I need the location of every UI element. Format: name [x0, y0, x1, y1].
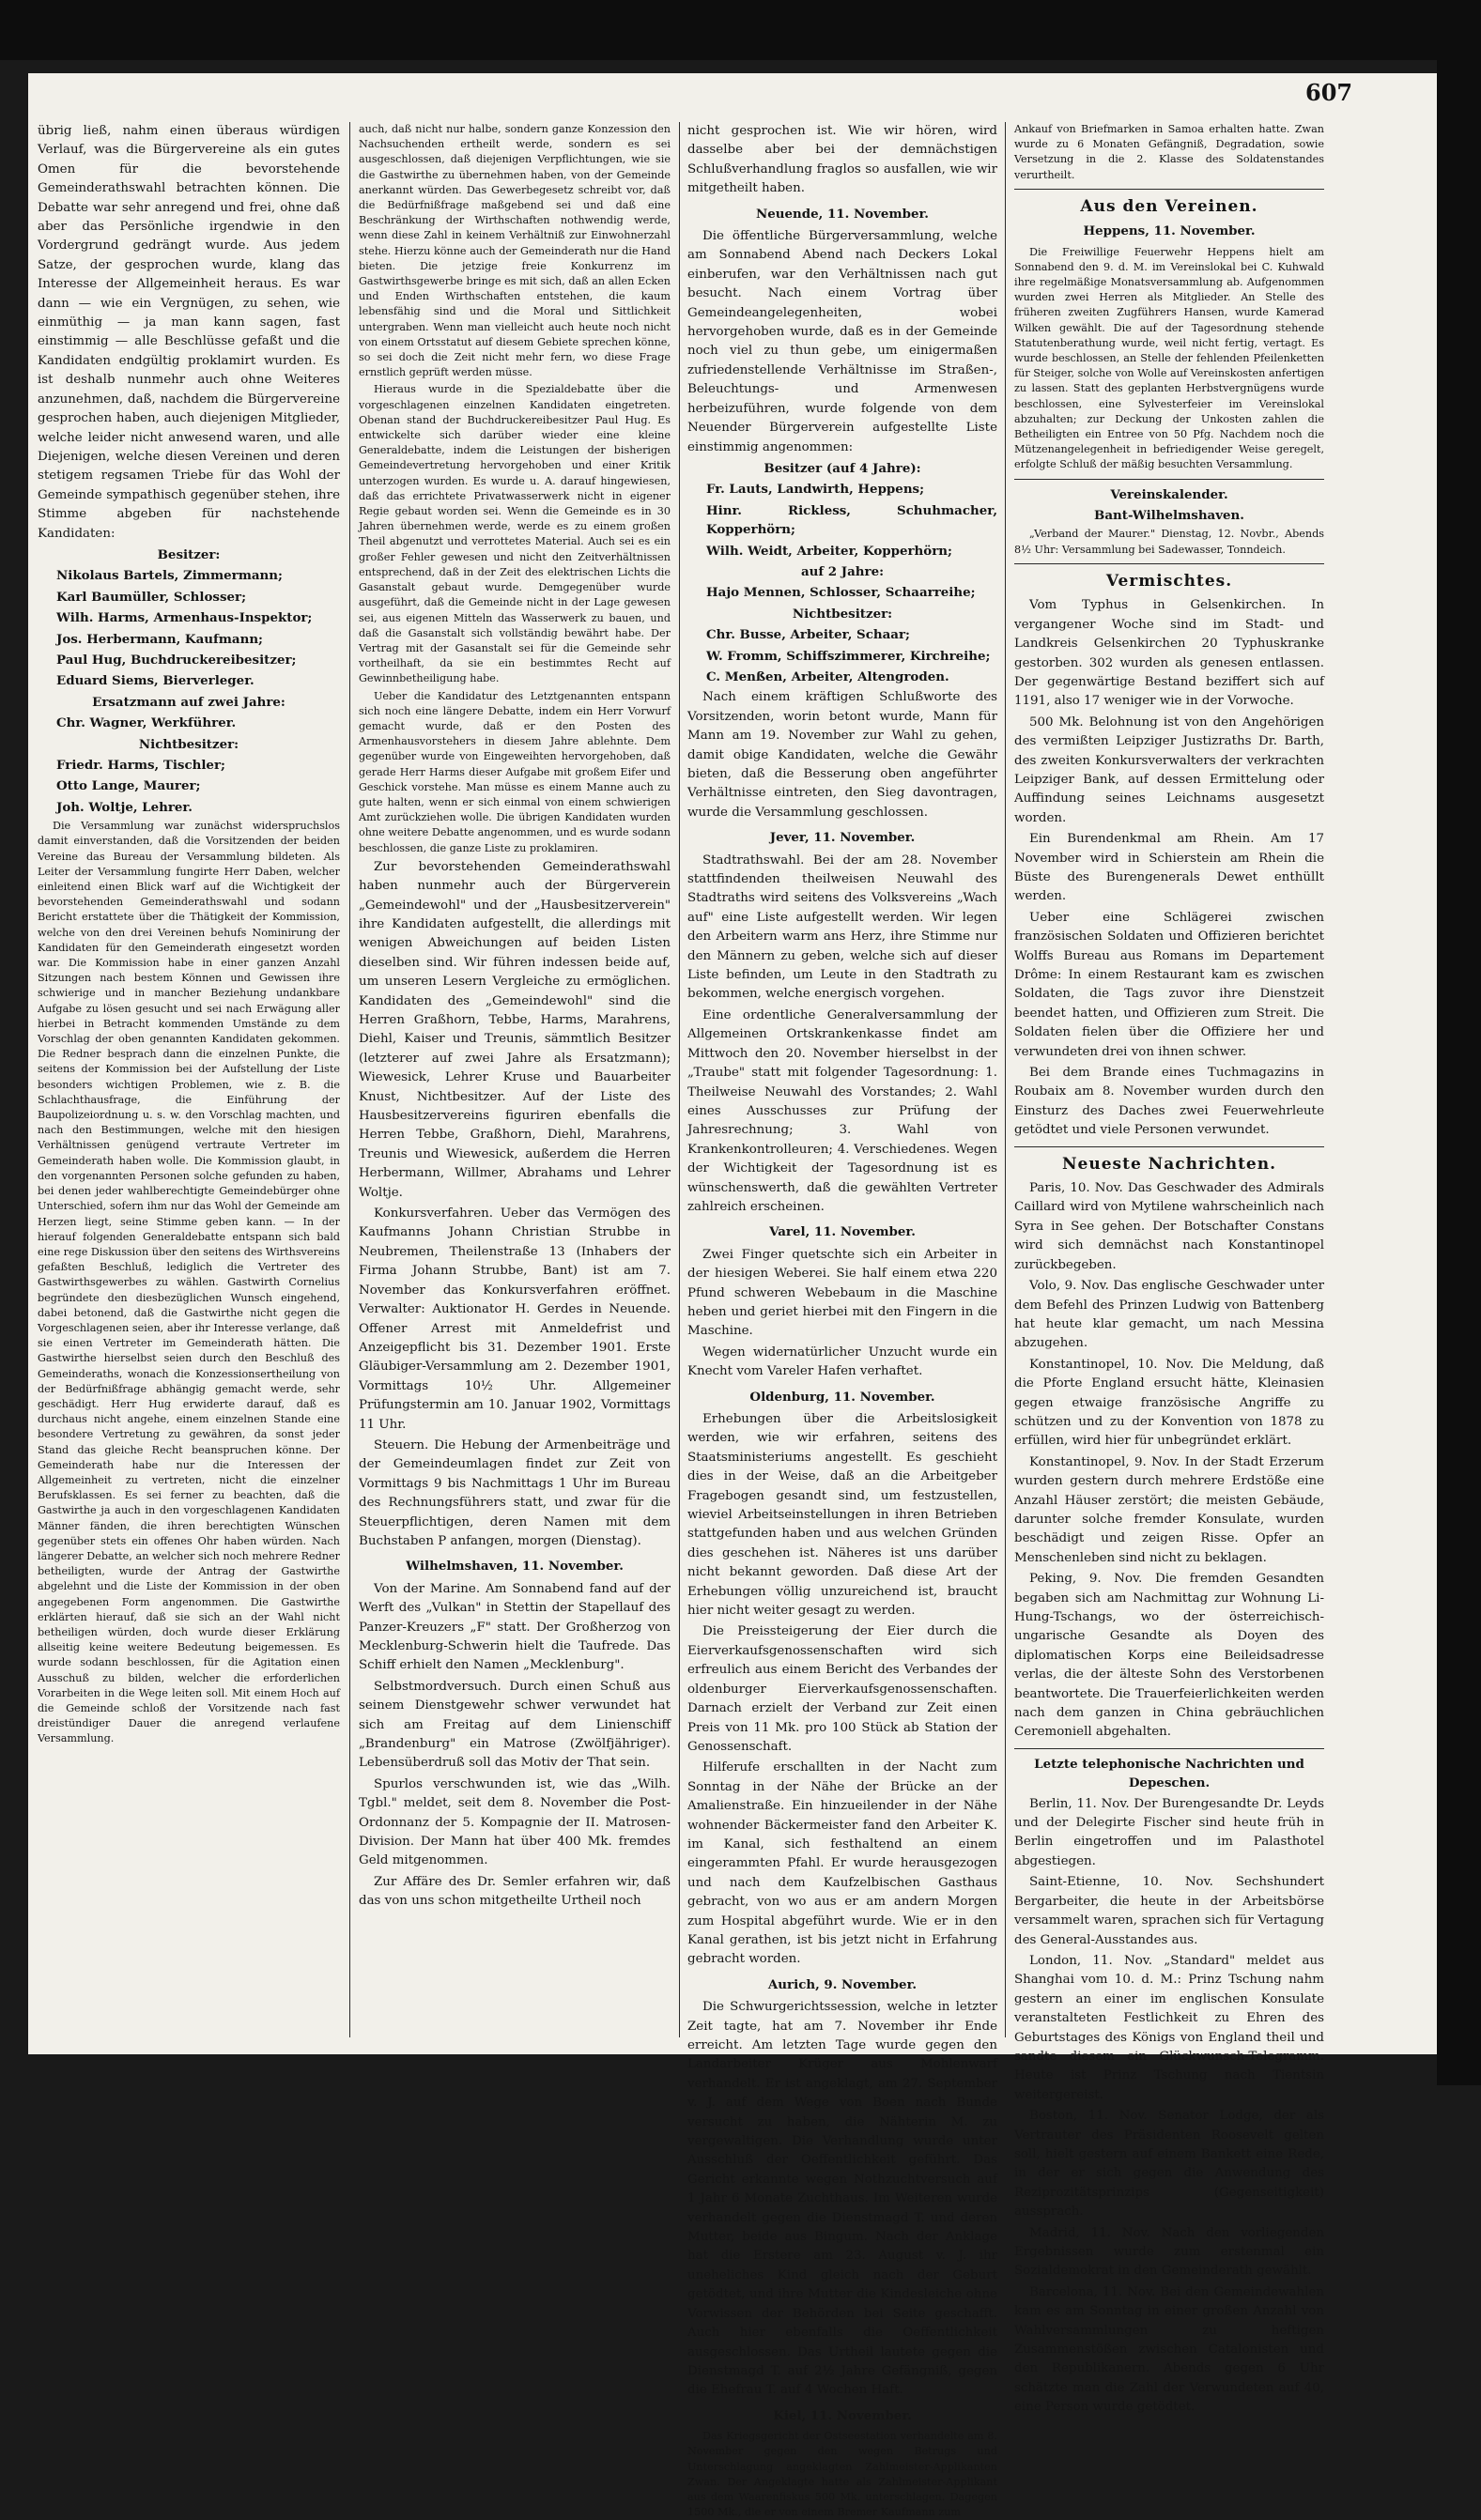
typhus-article: Vom Typhus in Gelsenkirchen. In vergangener Woche sind im Stadt- und Landkreis Gelsenkirchen 20 Typhuskranke gestorben. 302 wurden als genesen entlassen. Der gegenwärtige Bestand beziffert sich auf 1191, also 17 weniger wie in der Vorwoche.: [1014, 598, 1324, 709]
news-item: Konstantinopel, 10. Nov. Die Meldung, daß die Pforte England ersucht hätte, Kleinasien gegen etwaige französische Angriffe zu schützen und zu der Konvention von 1878 zu erfüllen, wird hier für unbegründet erklärt.: [1014, 1357, 1324, 1449]
news-item: Peking, 9. Nov. Die fremden Gesandten begaben sich am Nachmittag zur Wohnung Li-Hung-Tschangs, wo der österreichisch-ungarische Gesandte als Doyen des diplomatischen Korps eine Beileidsadresse verlas, die der älteste Sohn des Verstorbenen beantwortete. Die Trauerfeierlichkeiten werden nach dem ganzen in China gebräuchlichen Ceremoniell abgehalten.: [1014, 1572, 1324, 1740]
dateline: Neuende, 11. November.: [756, 206, 929, 222]
schwur-article: Die Schwurgerichtssession, welche in letzter Zeit tagte, hat am 7. November ihr Ende erreicht. Am letzten Tage wurde gegen den Landarbeiter Krüger aus Mohlenwarf verhandelt. Er ist angeklagt, am 27. September v. J. auf dem Wege von Boen nach Bunde versucht zu haben, die Nähterin M. zu vergewaltigen. Die Verhandlung wurde unter Ausschluß der Oeffentlichkeit geführt. Das Gericht erkannte wegen Nothzuchtversuch auf 1 Jahr 6 Monate Zuchthaus. Im Weiteren wurde verhandelt gegen die Dienstmagd T. und deren Mutter, beide aus Bingum. Nach der Anklage hat die Erstere am 23. August v. J. ihr uneheliches Kind gleich nach der Geburt getödtet, und ihre Mutter die Kindesleiche ohne Vorwissen der Behörden bei Seite geschafft. Auch hier ebenfalls die Oeffentlichkeit ausgeschlossen. Das Urtheil lautete gegen die Dienstmagd T. auf 2½ Jahre Gefängniß, gegen die Ehefrau T. auf 4 Wochen Haft.: [687, 2000, 997, 2398]
special-debate: Hieraus wurde in die Spezialdebatte über die vorgeschlagenen einzelnen Kandidaten eingetreten. Obenan stand der Buchdruckereibesitzer Paul Hug. Es entwickelte sich darüber wieder eine kleine Generaldebatte, indem die Leistungen der bisherigen Gemeindevertretung hervorgehoben und einer Kritik unterzogen wurden. Es wurde u. A. darauf hingewiesen, daß das errichtete Privatwasserwerk nicht in eigener Regie gebaut worden sei. Wenn die Gemeinde es in 30 Jahren übernehmen werde, werde es zu einem großen Theil abgenutzt und verrottetes Material. Auch sei es ein großer Fehler gewesen und nicht den Zeitverhältnissen entsprechend, daß in der Zeit des elektrischen Lichts die Gasanstalt gebaut wurde. Demgegenüber wurde ausgeführt, daß die Gemeinde nicht in der Lage gewesen sei, aus eigenen Mitteln das Wasserwerk zu bauen, und daß die Gasanstalt sich vollständig bewährt habe. Der Vertrag mit der Gasanstalt sei für die Gemeinde sehr vortheilhaft, da sie ein bestimmtes Recht auf Gewinnbetheiligung habe.: [359, 383, 671, 685]
steuern-article: Steuern. Die Hebung der Armenbeiträge und der Gemeindeumlagen findet zur Zeit von Vormittags 9 bis Nachmittags 1 Uhr im Bureau des Rechnungsführers statt, und zwar für die Steuerpflichtigen, deren Namen mit dem Buchstaben P anfangen, morgen (Dienstag).: [359, 1437, 671, 1548]
column-3: [687, 122, 997, 2519]
dateline: Heppens, 11. November.: [1083, 223, 1256, 239]
kasse-article: Eine ordentliche Generalversammlung der Allgemeinen Ortskrankenkasse findet am Mittwoch den 20. November hierselbst in der „Traube" statt mit folgender Tagesordnung: 1. Theilweise Neuwahl des Vorstandes; 2. Wahl eines Ausschusses zur Prüfung der Jahresrechnung; 3. Wahl von Krankenkontrolleuren; 4. Verschiedenes. Wegen der Wichtigkeit der Tagesordnung ist es wünschenswerth, daß die gewählten Vertreter zahlreich erscheinen.: [687, 1007, 997, 1214]
candidate: Fr. Lauts, Landwirth, Heppens;: [706, 482, 925, 498]
news-item: London, 11. Nov. „Standard" meldet aus Shanghai vom 10. d. M.: Prinz Tschung nahm gestern an einer im englischen Konsulate veranstalteten Festlichkeit zu Ehren des Geburtstages des Königs von England theil und sandte diesem ein Glückwunsch-Telegramm. Heute ist Prinz Tschung nach Tientsin weitergereist.: [1014, 1953, 1324, 2102]
section-heading: Letzte telephonische Nachrichten und Depeschen.: [1034, 1756, 1304, 1791]
section-divider: [1014, 1748, 1324, 1749]
candidate: Hinr. Rickless, Schuhmacher, Kopperhörn;: [706, 502, 997, 538]
candidate: Eduard Siems, Bierverleger.: [56, 673, 255, 689]
election-article: Zur bevorstehenden Gemeinderathswahl haben nunmehr auch der Bürgerverein „Gemeindewohl" und der „Hausbesitzerverein" ihre Kandidaten aufgestellt, die allerdings mit wenigen Abweichungen auf beiden Listen dieselben sind. Wir führen indessen beide auf, um unseren Lesern Vergleiche zu ermöglichen. Kandidaten des „Gemeindewohl" sind die Herren Graßhorn, Tebbe, Harms, Marahrens, Diehl, Kaiser und Treunis, sämmtlich Besitzer (letzterer auf zwei Jahre als Ersatzmann); Wiewesick, Lehrer Kruse und Bauarbeiter Knust, Nichtbesitzer. Auf der Liste des Hausbesitzervereins figuriren ebenfalls die Herren Tebbe, Graßhorn, Diehl, Marahrens, Treunis und Wiewesick, außerdem die Herren Herbermann, Willmer, Abrahams und Lehrer Woltje.: [359, 859, 671, 1200]
calendar-place: Bant-Wilhelmshaven.: [1094, 508, 1244, 524]
news-item: Saint-Etienne, 10. Nov. Sechshundert Bergarbeiter, die heute in der Arbeitsbörse versammelt waren, sprachen sich für Vertagung des General-Ausstandes aus.: [1014, 1875, 1324, 1947]
news-item: Volo, 9. Nov. Das englische Geschwader unter dem Befehl des Prinzen Ludwig von Battenberg hat heute klar gemacht, um nach Messina abzugehen.: [1014, 1279, 1324, 1351]
section-divider: [1014, 563, 1324, 564]
eier-article: Die Preissteigerung der Eier durch die Eierverkaufsgenossenschaften wird sich erfreulich aus einem Bericht des Verbandes der oldenburger Eierverkaufsgenossenschaften. Darnach erzielt der Verband zur Zeit einen Preis von 11 Mk. pro 100 Stück ab Station der Genossenschaft.: [687, 1624, 997, 1754]
nonowners-label: Nichtbesitzer:: [792, 606, 893, 622]
candidacy-debate: Ueber die Kandidatur des Letztgenannten entspann sich noch eine längere Debatte, indem ein Herr Vorwurf gemacht wurde, daß er den Posten des Armenhausvorstehers in diesem Jahre ablehnte. Dem gegenüber wurde von Eingeweihten hervorgehoben, daß gerade Herr Harms dieser Aufgabe mit großem Eifer und Geschick vorstehe. Man müsse es einem Manne auch zu gute halten, wenn er sich einmal von einem schwierigen Amt zurückziehen wolle. Die übrigen Kandidaten wurden ohne weitere Debatte angenommen, und es wurde sodann beschlossen, die ganze Liste zu proklamiren.: [359, 689, 671, 854]
news-item: Boston, 11. Nov. Senator Lodge, der als Vertrauter des Präsidenten Roosevelt gelten soll, hielt gestern auf einem Bankett eine Rede, in der er sich gegen die Anwendung des Reziprozitätsprinzips (Gegenseitigkeit) aussprach.: [1014, 2109, 1324, 2220]
column-rule: [679, 122, 680, 2037]
col2-intro: auch, daß nicht nur halbe, sondern ganze Konzession den Nachsuchenden ertheilt werde, sondern es sei ausgeschlossen, daß diejenigen Verpflichtungen, wie sie die Gastwirthe zu übernehmen haben, von der Gemeinde anerkannt würden. Das Gewerbegesetz schreibt vor, daß die Bedürfnißfrage maßgebend sei und daß eine Beschränkung der Wirthschaften nothwendig werde, wenn diese Zahl in keinem Verhältniß zur Einwohnerzahl stehe. Hierzu könne auch der Gemeinderath nur die Hand bieten. Die jetzige freie Konkurrenz im Gastwirthsgewerbe bringe es mit sich, daß an allen Ecken und Enden Wirthschaften entstehen, die kaum lebensfähig sind und die Moral und Sittlichkeit untergraben. Wenn man vielleicht auch heute noch nicht von einem Ortsstatut auf diesem Gebiete sprechen könne, so sei doch die Zeit nicht mehr fern, wo diese Frage ernstlich geprüft werden müsse.: [359, 123, 671, 379]
schlaegerei-article: Ueber eine Schlägerei zwischen französischen Soldaten und Offizieren berichtet Wolffs Bureau aus Romans im Departement Drôme: In einem Restaurant kam es zwischen Soldaten, die Tags zuvor ihre Dienstzeit beendet hatten, und Offizieren zum Streit. Die Soldaten fielen über die Offiziere her und verwundeten drei von ihnen schwer.: [1014, 910, 1324, 1059]
section-heading: Aus den Vereinen.: [1080, 196, 1258, 216]
feuerwehr-article: Die Freiwillige Feuerwehr Heppens hielt am Sonnabend den 9. d. M. im Vereinslokal bei C. Kuhwald ihre regelmäßige Monatsversammlung ab. Aufgenommen wurden zwei Herren als Mitglieder. An Stelle des früheren zweiten Zugführers Hansen, wurde Kamerad Wilken gewählt. Die auf der Tagesordnung stehende Statutenberathung wurde, weil nicht fertig, vertagt. Es wurde beschlossen, an Stelle der fehlenden Pfeilenketten für Steiger, solche von Wolle auf Vereinskosten anfertigen zu lassen. Statt des geplanten Herbstvergnügens wurde beschlossen, eine Sylvesterfeier im Vereinslokal abzuhalten; zur Deckung der Unkosten zahlen die Betheiligten ein Entree von 50 Pfg. Nachdem noch die Mützenangelegenheit in befriedigender Weise geregelt, erfolgte Schluß der mäßig besuchten Versammlung.: [1014, 245, 1324, 471]
page-number: 607: [1305, 79, 1353, 106]
finger-article: Zwei Finger quetschte sich ein Arbeiter in der hiesigen Weberei. Sie half einem etwa 220 Pfund schweren Webebaum in die Maschine heben und geriet hierbei mit den Fingern in die Maschine.: [687, 1247, 997, 1339]
spurlos-article: Spurlos verschwunden ist, wie das „Wilh. Tgbl." meldet, seit dem 8. November die Post-Ordonnanz der 5. Kompagnie der II. Matrosen-Division. Der Mann hat über 400 Mk. fremdes Geld mitgenommen.: [359, 1776, 671, 1868]
two-years-label: auf 2 Jahre:: [800, 563, 885, 579]
meeting-report: Die Versammlung war zunächst widerspruchslos damit einverstanden, daß die Vorsitzenden der beiden Vereine das Bureau der Versammlung bildeten. Als Leiter der Versammlung fungirte Herr Daben, welcher einleitend einen Blick warf auf die Wichtigkeit der bevorstehenden Gemeinderathswahl und sodann Bericht erstattete über die Thätigkeit der Kommission, welche von den drei Vereinen behufs Nominirung der Kandidaten für den Gemeinderath eingesetzt worden war. Die Kommission habe in einer ganzen Anzahl Sitzungen nach bestem Können und Gewissen ihre schwierige und in mancher Beziehung undankbare Aufgabe zu lösen gesucht und sei nach Erwägung aller hierbei in Betracht kommenden Umstände zu dem Vorschlag der oben genannten Kandidaten gekommen. Die Redner besprach dann die einzelnen Punkte, die seitens der Kommission bei der Aufstellung der Liste besonders wichtigen Problemen, wie z. B. die Schlachthausfrage, die Einführung der Baupolizeiordnung u. s. w. den Vorschlag machten, und nach den Bestimmungen, welche mit den hiesigen Verhältnissen genügend vertraute Vertreter im Gemeinderath haben wolle. Die Kommission glaubt, in den vorgenannten Personen solche gefunden zu haben, bei denen jeder wahlberechtigte Gemeindebürger ohne Unterschied, sofern ihm nur das Wohl der Gemeinde am Herzen liegt, seine Stimme geben kann. — In der hierauf folgenden Generaldebatte entspann sich bald eine rege Diskussion über den seitens des Wirthsvereins gefaßten Beschluß, lediglich die Vertreter des Gastwirthsgewerbes zu wählen. Gastwirth Cornelius begründete den diesbezüglichen Wunsch eingehend, dabei betonend, daß die Gastwirthe nicht gegen die Vorgeschlagenen seien, aber ihr Interesse verlange, daß sie einen Vertreter im Gemeinderath hätten. Die Gastwirthe hierselbst seien durch den Beschluß des Gemeinderaths, wonach die Konzessionsertheilung von der Bedürfnißfrage abhängig gemacht werde, sehr geschädigt. Herr Hug erwiderte darauf, daß es durchaus nicht angehe, einem einzelnen Stande eine besondere Vertretung zu gewähren, da sonst jeder Stand das gleiche Recht beanspruchen könne. Der Gemeinderath habe nur die Interessen der Allgemeinheit zu vertreten, nicht die einzelner Berufsklassen. Es sei ferner zu beachten, daß die Gastwirthe ja auch in den vorgeschlagenen Kandidaten Männer fänden, die ihren berechtigten Wünschen gegenüber stets ein offenes Ohr haben würden. Nach längerer Debatte, an welcher sich noch mehrere Redner betheiligten, wurde der Antrag der Gastwirthe abgelehnt und die Liste der Kommission in der oben angegebenen Form angenommen. Die Gastwirthe erklärten hierauf, daß sie sich an der Wahl nicht betheiligen würden, doch wurde dieser Erklärung allseitig keine weitere Bedeutung beigemessen. Es wurde sodann beschlossen, für die Agitation einen Ausschuß zu bilden, welcher die erforderlichen Vorarbeiten in die Wege leiten soll. Mit einem Hoch auf die Gemeinde schloß der Vorsitzende nach fast dreistündiger Dauer die anregend verlaufene Versammlung.: [38, 820, 340, 1745]
dateline: Oldenburg, 11. November.: [749, 1389, 935, 1405]
dateline: Varel, 11. November.: [769, 1224, 916, 1240]
section-heading: Vermischtes.: [1105, 571, 1233, 591]
section-heading: Neueste Nachrichten.: [1061, 1154, 1277, 1174]
owners-label: Besitzer:: [157, 546, 221, 562]
col4-intro: Ankauf von Briefmarken in Samoa erhalten hatte. Zwan wurde zu 6 Monaten Gefängniß, Degradation, sowie Versetzung in die 2. Klasse des Soldatenstandes verurtheilt.: [1014, 123, 1324, 181]
candidate: Hajo Mennen, Schlosser, Schaarreihe;: [706, 585, 976, 601]
dateline: Jever, 11. November.: [769, 830, 916, 846]
konkurs-article: Konkursverfahren. Ueber das Vermögen des Kaufmanns Johann Christian Strubbe in Neubremen, Theilenstraße 13 (Inhabers der Firma Johann Strubbe, Bant) ist am 7. November das Konkursverfahren eröffnet. Verwalter: Auktionator H. Gerdes in Neuende. Offener Arrest mit Anmeldefrist und Anzeigepflicht bis 31. Dezember 1901. Erste Gläubiger-Versammlung am 2. Dezember 1901, Vormittags 10½ Uhr. Allgemeiner Prüfungstermin am 10. Januar 1902, Vormittags 11 Uhr.: [359, 1206, 671, 1432]
news-item: Paris, 10. Nov. Das Geschwader des Admirals Caillard wird von Mytilene wahrscheinlich nach Syra in See gehen. Der Botschafter Constans wird sich demnächst nach Konstantinopel zurückbegeben.: [1014, 1181, 1324, 1272]
candidate: Joh. Woltje, Lehrer.: [56, 799, 193, 815]
brand-article: Bei dem Brande eines Tuchmagazins in Roubaix am 8. November wurden durch den Einsturz des Daches zwei Feuerwehrleute getödtet und viele Personen verwundet.: [1014, 1066, 1324, 1138]
substitute-label: Ersatzmann auf zwei Jahre:: [92, 694, 285, 710]
dateline: Aurich, 9. November.: [767, 1976, 918, 1992]
buren-article: Ein Burendenkmal am Rhein. Am 17 November wird in Schierstein am Rhein die Büste des Burengenerals Dewet enthüllt werden.: [1014, 832, 1324, 904]
dateline: Kiel, 11. November.: [773, 2407, 912, 2423]
col1-intro: übrig ließ, nahm einen überaus würdigen Verlauf, was die Bürgervereine als ein gutes Omen für die bevorstehende Gemeinderathswahl betrachten können. Die Debatte war sehr anregend und frei, ohne daß aber das Persönliche irgendwie in den Vordergrund gedrängt wurde. Aus jedem Satze, der gesprochen wurde, klang das Interesse der Allgemeinheit heraus. Es war dann — wie ein Vergnügen, zu sehen, wie einmüthig — ja man kann sagen, fast einstimmig — alle Beschlüsse gefaßt und die Kandidaten endgültig proklamirt wurden. Es ist deshalb nunmehr auch ohne Weiteres anzunehmen, daß, nachdem die Bürgervereine gesprochen haben, auch diejenigen Mitglieder, welche leider nicht anwesend waren, und alle Diejenigen, welche diesen Vereinen und deren stetigem regsamen Triebe für das Wohl der Gemeinde sympathisch gegenüber stehen, ihre Stimme abgeben für nachstehende Kandidaten:: [38, 124, 340, 541]
candidate: Otto Lange, Maurer;: [56, 778, 201, 794]
candidate: Nikolaus Bartels, Zimmermann;: [56, 568, 283, 584]
hilferufe-article: Hilferufe erschallten in der Nacht zum Sonntag in der Nähe der Brücke an der Amalienstraße. Ein hinzueilender in der Nähe wohnender Bäckermeister fand den Arbeiter K. im Kanal, sich festhaltend an einem eingerammten Pfahl. Er wurde herausgezogen und nach dem Kaufzelbischen Gasthaus gebracht, von wo aus er am andern Morgen zum Hospital abgeführt wurde. Wie er in den Kanal gerathen, ist bis jetzt nicht in Erfahrung gebracht worden.: [687, 1760, 997, 1967]
candidate: Wilh. Weidt, Arbeiter, Kopperhörn;: [706, 543, 952, 559]
candidate: W. Fromm, Schiffszimmerer, Kirchreihe;: [706, 648, 991, 664]
column-1: [38, 122, 340, 2028]
dateline: Wilhelmshaven, 11. November.: [406, 1559, 624, 1575]
buerger-article: Die öffentliche Bürgerversammlung, welche am Sonnabend Abend nach Deckers Lokal einberufen, war den Verhältnissen nach gut besucht. Nach einem Vortrag über Gemeindeangelegenheiten, wobei hervorgehoben wurde, daß es in der Gemeinde noch viel zu thun gebe, um einigermaßen zufriedenstellende Verhältnisse im Straßen-, Beleuchtungs- und Armenwesen herbeizuführen, wurde folgende von dem Neuender Bürgerverein aufgestellte Liste einstimmig angenommen:: [687, 229, 997, 454]
nonowners-label: Nichtbesitzer:: [138, 736, 239, 752]
candidate: Karl Baumüller, Schlosser;: [56, 589, 247, 605]
belohnung-article: 500 Mk. Belohnung ist von den Angehörigen des vermißten Leipziger Justizraths Dr. Barth, des zweiten Konkursverwalters der verkrachten Leipziger Bank, auf dessen Ermittelung oder Auffindung seines Leichnams ausgesetzt worden.: [1014, 715, 1324, 825]
column-rule: [349, 122, 350, 2037]
candidate: Chr. Busse, Arbeiter, Schaar;: [706, 627, 910, 643]
candidate: C. Menßen, Arbeiter, Altengroden.: [706, 668, 949, 684]
news-item: Konstantinopel, 9. Nov. In der Stadt Erzerum wurden gestern durch mehrere Erdstöße eine Anzahl Häuser zerstört; die meisten Gebäude, darunter solche fremder Konsulate, wurden beschädigt und zeigen Risse. Opfer an Menschenleben sind nicht zu beklagen.: [1014, 1454, 1324, 1565]
calendar-entry: „Verband der Maurer." Dienstag, 12. Novbr., Abends 8½ Uhr: Versammlung bei Sadewasser, Tonndeich.: [1014, 528, 1324, 556]
semler-article: Zur Affäre des Dr. Semler erfahren wir, daß das von uns schon mitgetheilte Urtheil noch: [359, 1874, 671, 1909]
candidate: Paul Hug, Buchdruckereibesitzer;: [56, 652, 297, 668]
marine-article: Von der Marine. Am Sonnabend fand auf der Werft des „Vulkan" in Stettin der Stapellauf des Panzer-Kreuzers „F" statt. Der Großherzog von Mecklenburg-Schwerin hielt die Taufrede. Das Schiff erhielt den Namen „Mecklenburg".: [359, 1581, 671, 1673]
owners-label: Besitzer (auf 4 Jahre):: [764, 460, 921, 476]
calendar-title: Vereinskalender.: [1110, 486, 1228, 502]
column-4: [1014, 122, 1324, 2415]
stadtrath-article: Stadtrathswahl. Bei der am 28. November stattfindenden theilweisen Neuwahl des Stadtraths wird seitens des Volksvereins „Wach auf" eine Liste aufgestellt werden. Wir legen den Arbeitern warm ans Herz, ihre Stimme nur den Männern zu geben, welche sich auf dieser Liste befinden, um Leute in den Stadtrath zu bekommen, welche energisch vorgehen.: [687, 853, 997, 1002]
news-item: Berlin, 11. Nov. Der Burengesandte Dr. Leyds und der Delegirte Fischer sind heute früh in Berlin eingetroffen und im Palasthotel abgestiegen.: [1014, 1796, 1324, 1868]
unzucht-article: Wegen widernatürlicher Unzucht wurde ein Knecht vom Vareler Hafen verhaftet.: [687, 1345, 997, 1379]
col3-intro: nicht gesprochen ist. Wie wir hören, wird dasselbe aber bei der demnächstigen Schlußverhandlung fraglos so ausfallen, wie wir mitgetheilt haben.: [687, 124, 997, 196]
section-divider: [1014, 479, 1324, 480]
kiel-article: Das Kriegsgericht der Ostseestation verhandelte am 8. November gegen den wegen Betrugs und Unterschlagung angeklagten Zahlmeister-Applikanten Zwan. Der Angeklagte hatte als Zahlmeister-Applikant aus dem Waarenfiskus 500 Mk. unterschlagen. Dagegen 1500 Mk., die er von einem Bremer Kaufmann zum: [687, 2430, 997, 2519]
column-2: [359, 122, 671, 2028]
candidate: Friedr. Harms, Tischler;: [56, 758, 225, 773]
news-item: Madrid, 11. Nov. Nach den vorliegenden Ergebnissen wurde zum erstenmal ein Sozialdemokrat in den Gemeinderath gewählt.: [1014, 2225, 1324, 2279]
section-divider: [1014, 189, 1324, 190]
arbeitslos-article: Erhebungen über die Arbeitslosigkeit werden, wie wir erfahren, seitens des Staatsministeriums angestellt. Es geschieht dies in der Weise, daß an die Arbeitgeber Fragebogen gesandt sind, um festzustellen, wieviel Arbeitseinstellungen in ihren Betrieben stattgefunden haben und aus welchen Gründen dies geschehen ist. Näheres ist uns darüber nicht bekannt geworden. Daß diese Art der Erhebungen völlig unzureichend ist, braucht hier nicht weiter gesagt zu werden.: [687, 1412, 997, 1619]
section-divider: [1014, 1146, 1324, 1147]
candidate: Wilh. Harms, Armenhaus-Inspektor;: [56, 610, 313, 626]
scan-border-top: [0, 0, 1481, 60]
scan-border-right: [1437, 38, 1481, 2085]
candidate: Jos. Herbermann, Kaufmann;: [56, 631, 264, 647]
column-rule: [1005, 122, 1006, 2037]
news-item: Barcelona, 11. Nov. Bei den Gemeindewahlen kam es am Sonntag in einer großen Anzahl von Wahlversammlungen zu heftigen Zusammenstößen zwischen Catalonisten und den Republikanern. Abends gegen 6 Uhr schätzte man die Zahl der Verwundeten auf 40, eine Person wurde getödtet.: [1014, 2284, 1324, 2415]
candidate: Chr. Wagner, Werkführer.: [56, 715, 237, 731]
close-article: Nach einem kräftigen Schlußworte des Vorsitzenden, worin betont wurde, Mann für Mann am 19. November zur Wahl zu gehen, damit obige Kandidaten, welche die Gewähr bieten, daß die Besserung oben angeführter Verhältnisse eintreten, den Sieg davontragen, wurde die Versammlung geschlossen.: [687, 690, 997, 820]
selbstmord-article: Selbstmordversuch. Durch einen Schuß aus seinem Dienstgewehr schwer verwundet hat sich am Freitag auf dem Linienschiff „Brandenburg" ein Matrose (Zwölfjähriger). Lebensüberdruß soll das Motiv der That sein.: [359, 1679, 671, 1771]
